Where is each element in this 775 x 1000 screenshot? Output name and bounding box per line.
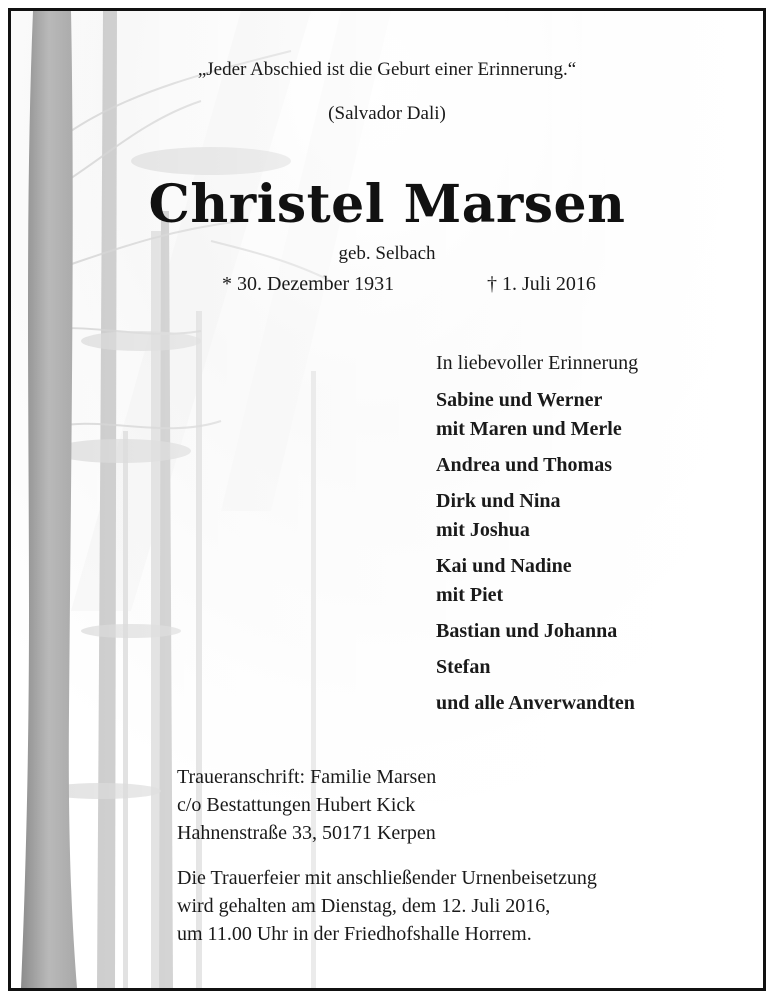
mourner-group — [436, 617, 756, 646]
mourner-group — [436, 386, 756, 444]
mourner-line: mit Piet — [436, 584, 504, 606]
mourner-line: und alle Anverwandten — [436, 692, 635, 714]
address-line: Hahnenstraße 33, 50171 Kerpen — [177, 822, 436, 844]
ceremony-line: wird gehalten am Dienstag, dem 12. Juli 2016, — [177, 895, 551, 917]
deceased-name: Christel Marsen — [148, 174, 626, 235]
ceremony-info — [177, 864, 597, 948]
mourner-line: Kai und Nadine — [436, 555, 572, 577]
mourner-line: Stefan — [436, 656, 491, 678]
mourning-address — [177, 763, 436, 847]
ceremony-line: um 11.00 Uhr in der Friedhofshalle Horrem. — [177, 923, 532, 945]
quote-text: „Jeder Abschied ist die Geburt einer Erinnerung.“ — [197, 59, 577, 80]
date-of-death: † 1. Juli 2016 — [487, 273, 596, 295]
mourner-line: mit Maren und Merle — [436, 418, 622, 440]
obituary-frame — [8, 8, 766, 991]
birth-name: geb. Selbach — [338, 243, 436, 264]
mourner-line: Dirk und Nina — [436, 490, 561, 512]
mourner-line: Andrea und Thomas — [436, 454, 612, 476]
mourner-line: Sabine und Werner — [436, 389, 603, 411]
ceremony-line: Die Trauerfeier mit anschließender Urnenbeisetzung — [177, 867, 597, 889]
mourner-group — [436, 451, 756, 480]
mourners-list — [436, 350, 756, 725]
mourner-line: mit Joshua — [436, 519, 530, 541]
mourners-intro: In liebevoller Erinnerung — [436, 352, 639, 374]
address-line: c/o Bestattungen Hubert Kick — [177, 794, 416, 816]
mourner-group — [436, 487, 756, 545]
mourner-group — [436, 552, 756, 610]
mourner-group — [436, 689, 756, 718]
obituary-content — [11, 11, 763, 988]
mourner-line: Bastian und Johanna — [436, 620, 618, 642]
quote-author: (Salvador Dali) — [328, 103, 446, 124]
mourner-group — [436, 653, 756, 682]
address-line: Traueranschrift: Familie Marsen — [177, 766, 437, 788]
date-of-birth: * 30. Dezember 1931 — [222, 273, 395, 295]
